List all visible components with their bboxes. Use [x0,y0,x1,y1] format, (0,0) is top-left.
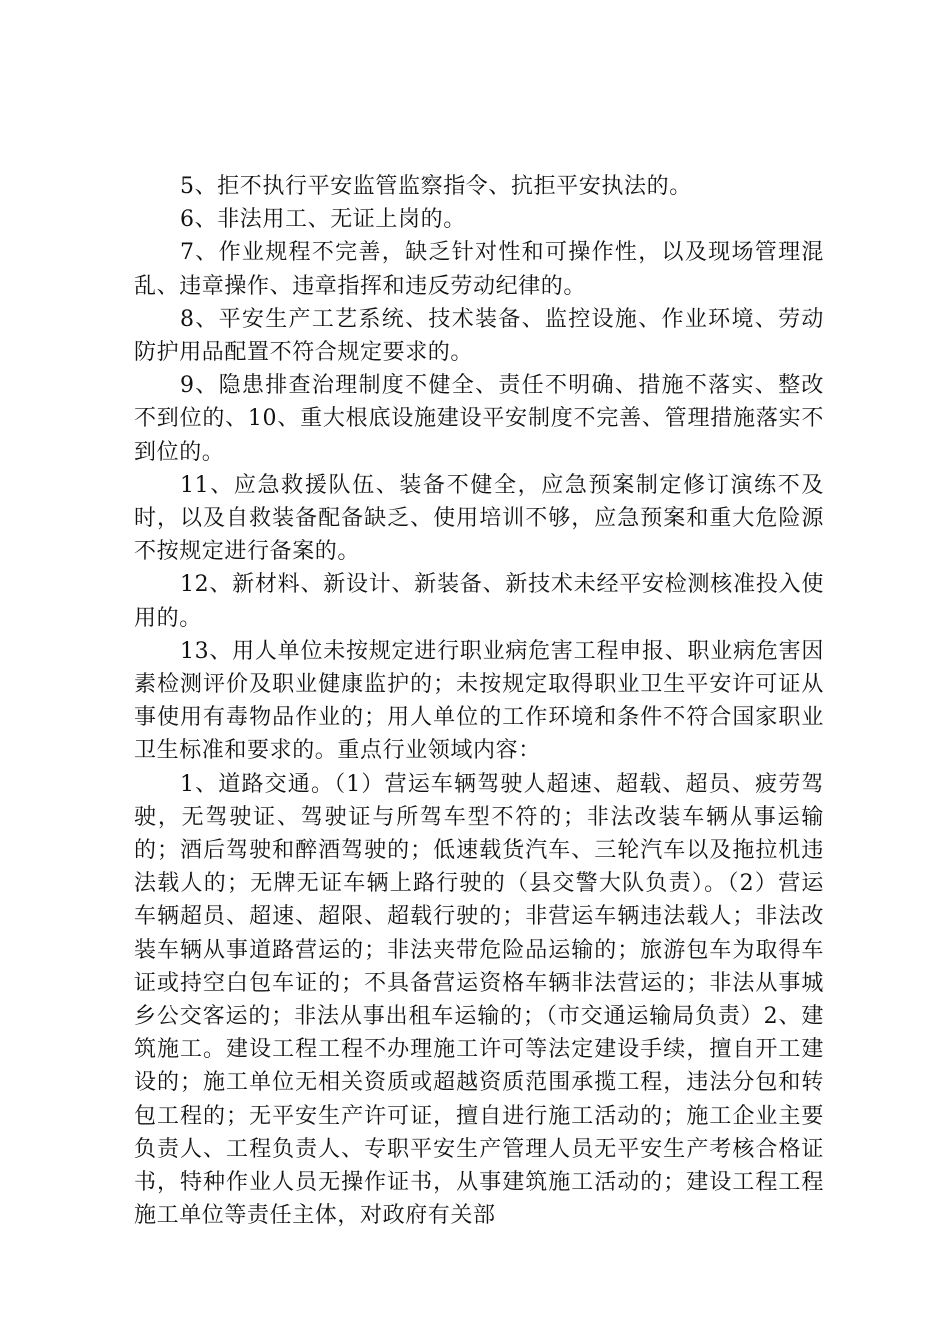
paragraph-item-11: 11、应急救援队伍、装备不健全，应急预案制定修订演练不及时，以及自救装备配备缺乏、使用培训不够，应急预案和重大危险源不按规定进行备案的。 [134,472,824,565]
paragraph-item-13: 13、用人单位未按规定进行职业病危害工程申报、职业病危害因素检测评价及职业健康监护的；未按规定取得职业卫生平安许可证从事使用有毒物品作业的；用人单位的工作环境和条件不符合国家职业卫生标准和要求的。重点行业领域内容： [134,638,824,764]
paragraph-item-6: 6、非法用工、无证上岗的。 [180,207,466,233]
paragraph-item-7: 7、作业规程不完善，缺乏针对性和可操作性，以及现场管理混乱、违章操作、违章指挥和违反劳动纪律的。 [134,240,824,299]
paragraph-item-8: 8、平安生产工艺系统、技术装备、监控设施、作业环境、劳动防护用品配置不符合规定要求的。 [134,306,824,366]
paragraph-item-5: 5、拒不执行平安监管监察指令、抗拒平安执法的。 [180,174,692,199]
paragraph-item-9-10: 9、隐患排查治理制度不健全、责任不明确、措施不落实、整改不到位的、10、重大根底设施建设平安制度不完善、管理措施落实不到位的。 [134,373,824,465]
paragraph-item-12: 12、新材料、新设计、新装备、新技术未经平安检测核准投入使用的。 [134,572,824,631]
document-body [134,170,824,1233]
paragraph-key-sector-1-2: 1、道路交通。（1）营运车辆驾驶人超速、超载、超员、疲劳驾驶，无驾驶证、驾驶证与所驾车型不符的；非法改装车辆从事运输的；酒后驾驶和醉酒驾驶的；低速载货汽车、三轮汽车以及拖拉机违法载人的；无牌无证车辆上路行驶的（县交警大队负责）。（2）营运车辆超员、超速、超限、超载行驶的；非营运车辆违法载人；非法改装车辆从事道路营运的；非法夹带危险品运输的；旅游包车为取得车证或持空白包车证的；不具备营运资格车辆非法营运的；非法从事城乡公交客运的；非法从事出租车运输的；（市交通运输局负责）2、建筑施工。建设工程工程不办理施工许可等法定建设手续，擅自开工建设的；施工单位无相关资质或超越资质范围承揽工程，违法分包和转包工程的；无平安生产许可证，擅自进行施工活动的；施工企业主要负责人、工程负责人、专职平安生产管理人员无平安生产考核合格证书，特种作业人员无操作证书，从事建筑施工活动的；建设工程工程施工单位等责任主体，对政府有关部 [134,771,824,1229]
